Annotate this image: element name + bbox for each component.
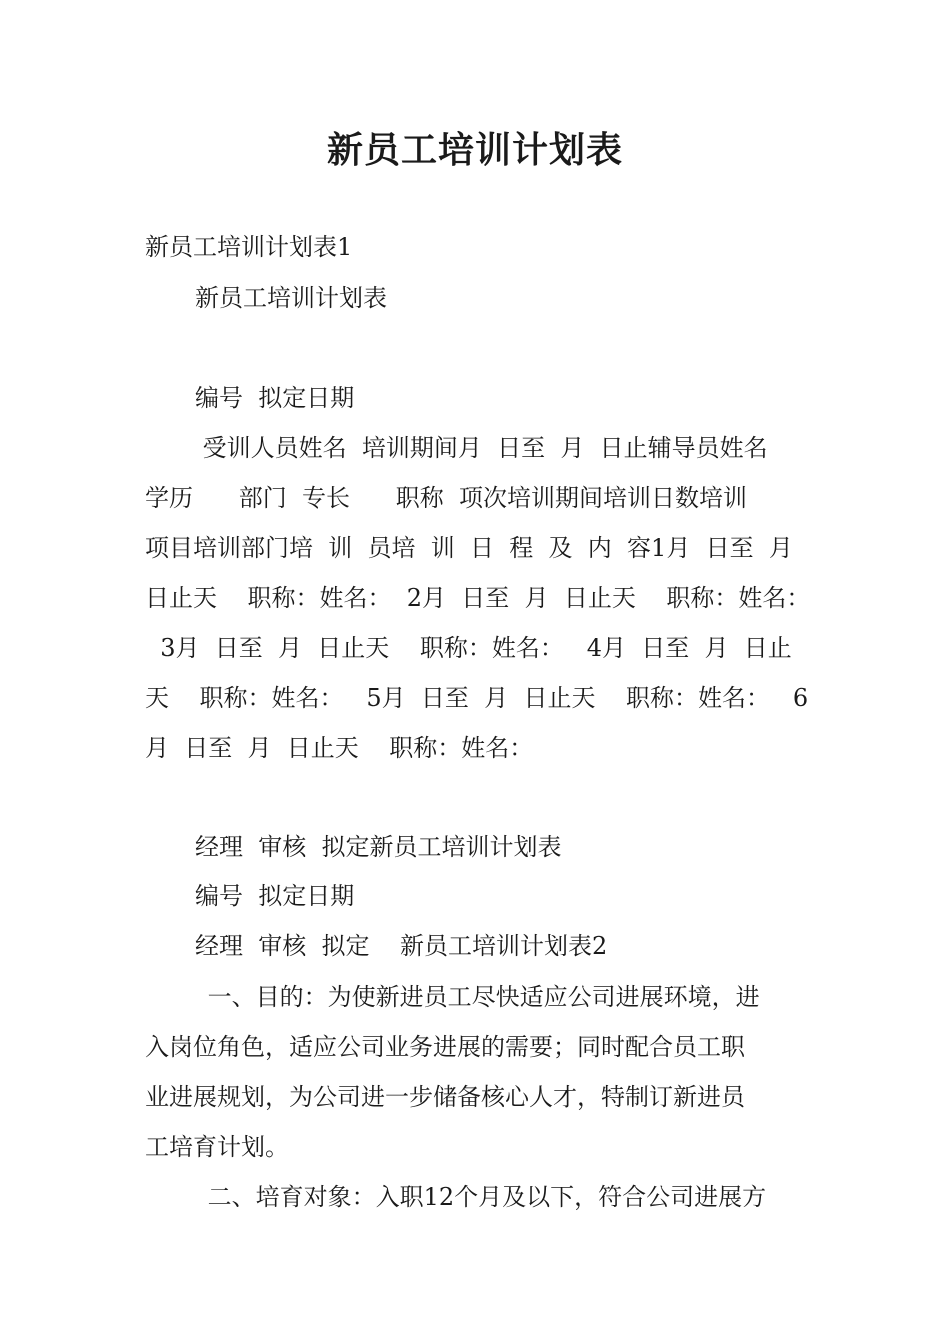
signature-line-3: 经理 审核 拟定 新员工培训计划表2 xyxy=(195,932,608,960)
form-subheading: 新员工培训计划表 xyxy=(195,284,387,312)
form-line-schedule-2: 3月 日至 月 日止天 职称：姓名： 4月 日至 月 日止 xyxy=(145,634,792,662)
paragraph-purpose-line-2: 入岗位角色，适应公司业务进展的需要；同时配合员工职 xyxy=(145,1033,745,1061)
paragraph-purpose-line-1: 一、目的：为使新进员工尽快适应公司进展环境，进 xyxy=(200,983,760,1011)
paragraph-purpose-line-4: 工培育计划。 xyxy=(145,1133,289,1161)
signature-line-1: 经理 审核 拟定新员工培训计划表 xyxy=(195,833,562,861)
form-line-number-date: 编号 拟定日期 xyxy=(195,384,355,412)
paragraph-target-line-1: 二、培育对象：入职12个月及以下，符合公司进展方 xyxy=(200,1183,767,1211)
form-line-schedule-1: 日止天 职称：姓名： 2月 日至 月 日止天 职称：姓名： xyxy=(145,584,811,612)
form-line-project: 项目培训部门培 训 员培 训 日 程 及 内 容1月 日至 月 xyxy=(145,534,793,562)
paragraph-purpose-line-3: 业进展规划，为公司进一步储备核心人才，特制订新进员 xyxy=(145,1083,745,1111)
signature-line-2: 编号 拟定日期 xyxy=(195,882,355,910)
document-title: 新员工培训计划表 xyxy=(326,130,623,171)
form-line-trainee: 受训人员姓名 培训期间月 日至 月 日止辅导员姓名 xyxy=(195,434,768,462)
section-heading-1: 新员工培训计划表1 xyxy=(145,233,353,261)
form-line-schedule-3: 天 职称：姓名： 5月 日至 月 日止天 职称：姓名： 6 xyxy=(145,684,809,712)
form-line-schedule-4: 月 日至 月 日止天 职称：姓名： xyxy=(145,734,534,762)
form-line-education: 学历 部门 专长 职称 项次培训期间培训日数培训 xyxy=(145,484,748,512)
